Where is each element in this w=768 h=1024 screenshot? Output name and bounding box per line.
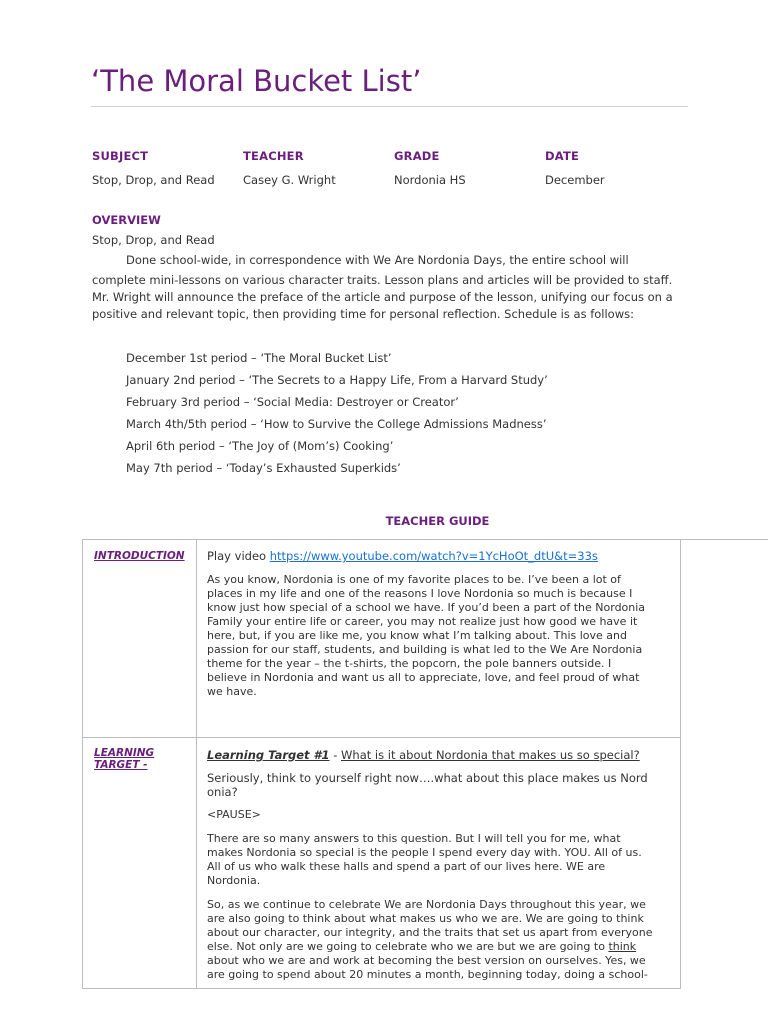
table-border-left — [82, 539, 83, 989]
introduction-label: INTRODUCTION — [94, 550, 185, 562]
table-border-bottom — [82, 988, 680, 989]
pause-text: <PAUSE> — [207, 808, 261, 821]
learning-label-line: TARGET — [94, 759, 140, 771]
intro-line: theme for the year – the t-shirts, the popcorn, the pole banners outside. I — [207, 657, 612, 670]
page-title: ‘The Moral Bucket List’ — [91, 64, 422, 98]
learning-label-dash: - — [139, 759, 148, 771]
subject-value: Stop, Drop, and Read — [92, 173, 215, 187]
schedule-item: April 6th period – ‘The Joy of (Mom’s) Cooking’ — [126, 439, 394, 453]
subject-label: SUBJECT — [92, 149, 149, 163]
paragraph-line: makes Nordonia so special is the people I spend every day with. YOU. All of us. — [207, 846, 642, 859]
teacher-label: TEACHER — [243, 149, 304, 163]
table-row-divider — [82, 737, 680, 738]
table-column-divider — [680, 539, 681, 989]
think-word: think — [608, 940, 637, 953]
learning-target-label — [94, 747, 154, 771]
paragraph-line: All of us who walk these halls and spend a part of our lives here. WE are — [207, 860, 606, 873]
table-column-divider — [196, 539, 197, 989]
date-value: December — [545, 173, 605, 187]
schedule-item: December 1st period – ‘The Moral Bucket List’ — [126, 351, 392, 365]
intro-line: passion for our staff, students, and building is what led to the We Are Nordonia — [207, 643, 643, 656]
schedule-item: May 7th period – ‘Today’s Exhausted Superkids’ — [126, 461, 401, 475]
intro-line: know just how special of a school we have. If you’d been a part of the Nordonia — [207, 601, 646, 614]
grade-label: GRADE — [394, 149, 440, 163]
schedule-item: February 3rd period – ‘Social Media: Destroyer or Creator’ — [126, 395, 459, 409]
overview-label: OVERVIEW — [92, 213, 161, 227]
teacher-guide-table — [82, 539, 768, 999]
paragraph-line: There are so many answers to this question. But I will tell you for me, what — [207, 832, 621, 845]
paragraph-line: Nordonia. — [207, 874, 261, 887]
overview-subtitle: Stop, Drop, and Read — [92, 233, 215, 247]
video-link[interactable]: https://www.youtube.com/watch?v=1YcHoOt_dtU&t=33s — [269, 549, 598, 563]
intro-line: believe in Nordonia and want us all to appreciate, love, and feel proud of what — [207, 671, 640, 684]
table-border-top — [82, 539, 768, 540]
learning-target-content — [207, 748, 653, 982]
intro-line: places in my life and one of the reasons I love Nordonia so much is because I — [207, 587, 633, 600]
paragraph-line: are going to spend about 20 minutes a month, beginning today, doing a school- — [207, 968, 648, 981]
teacher-guide-heading: TEACHER GUIDE — [385, 514, 490, 528]
intro-line: As you know, Nordonia is one of my favorite places to be. I’ve been a lot of — [207, 573, 621, 586]
paragraph-line: are also going to think about what makes us who we are. We are going to think — [207, 912, 644, 925]
overview-line: positive and relevant topic, then providing time for personal reflection. Schedule is as follows: — [92, 307, 634, 321]
schedule-item: March 4th/5th period – ‘How to Survive the College Admissions Madness’ — [126, 417, 547, 431]
reflect-line: onia? — [207, 785, 238, 799]
learning-target-separator: - — [329, 748, 342, 762]
learning-target-title: Learning Target #1 — [207, 748, 330, 762]
overview-line: Mr. Wright will announce the preface of the article and purpose of the lesson, unifying our focus on a — [92, 290, 673, 304]
introduction-content — [207, 549, 645, 699]
paragraph-line: else. Not only are we going to celebrate who we are but we are going to — [207, 940, 609, 953]
play-video-text: Play video — [207, 549, 270, 563]
reflect-line: Seriously, think to yourself right now….what about this place makes us Nord — [207, 771, 648, 785]
intro-line: here, but, if you are like me, you know what I’m talking about. This love and — [207, 629, 627, 642]
schedule-item: January 2nd period – ‘The Secrets to a Happy Life, From a Harvard Study’ — [126, 373, 548, 387]
overview-line: complete mini-lessons on various character traits. Lesson plans and articles will be provided to staff. — [92, 273, 673, 287]
grade-value: Nordonia HS — [394, 173, 466, 187]
paragraph-line: about our character, our integrity, and the traits that set us apart from everyone — [207, 926, 653, 939]
intro-line: we have. — [207, 685, 257, 698]
title-divider — [91, 106, 688, 107]
teacher-value: Casey G. Wright — [243, 173, 336, 187]
paragraph-line: So, as we continue to celebrate We are Nordonia Days throughout this year, we — [207, 898, 646, 911]
learning-target-question: What is it about Nordonia that makes us so special? — [341, 748, 640, 762]
paragraph-line: about who we are and work at becoming the best version on ourselves. Yes, we — [207, 954, 646, 967]
learning-label-line: LEARNING — [94, 747, 155, 759]
intro-line: Family your entire life or career, you may not realize just how good we have it — [207, 615, 638, 628]
date-label: DATE — [545, 149, 580, 163]
overview-line: Done school-wide, in correspondence with We Are Nordonia Days, the entire school will — [126, 253, 629, 267]
